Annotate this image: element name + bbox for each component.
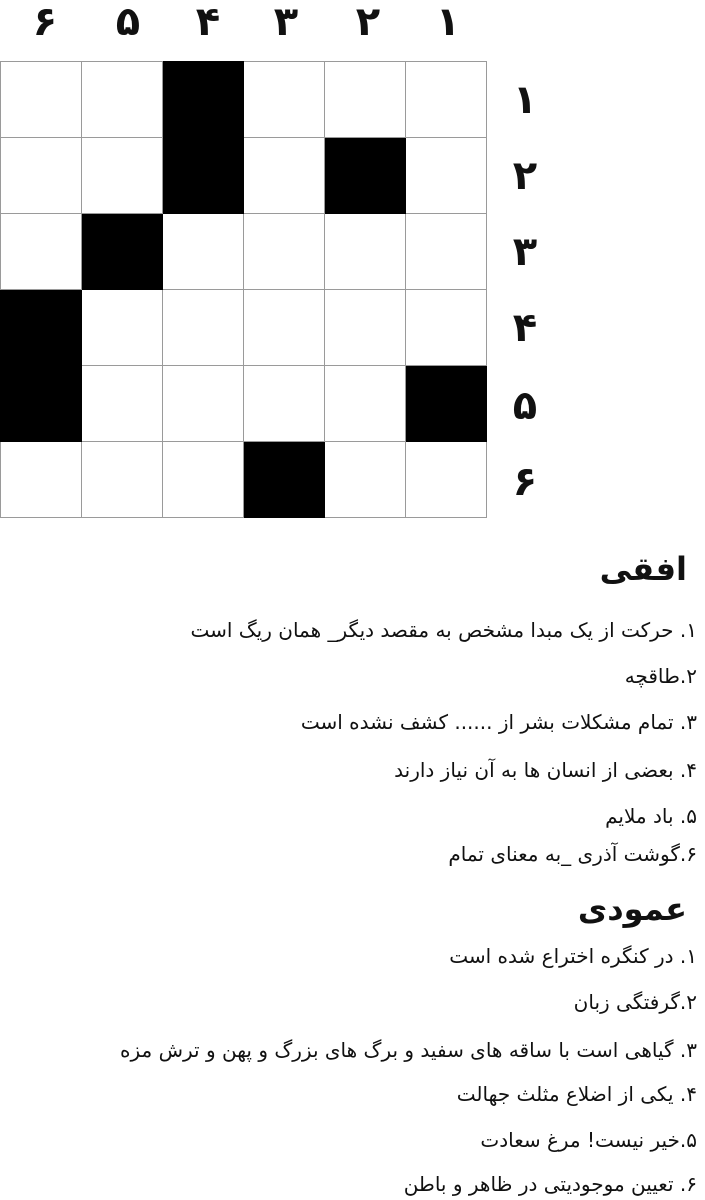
grid-cell-empty[interactable] [1,138,82,214]
grid-cell-empty[interactable] [406,214,487,290]
grid-row [1,138,487,214]
across-heading: افقی [599,550,687,588]
grid-cell-empty[interactable] [244,366,325,442]
across-clue-3: ۳. تمام مشکلات بشر از ...... کشف نشده است [300,710,697,734]
grid-cell-empty[interactable] [325,214,406,290]
row-number-1: ۱ [512,77,538,123]
grid-cell-empty[interactable] [244,62,325,138]
grid-cell-black [82,214,163,290]
down-clue-1: ۱. در کنگره اختراع شده است [449,944,697,968]
grid-cell-empty[interactable] [82,62,163,138]
grid-cell-empty[interactable] [82,290,163,366]
column-number-4: ۴ [195,0,221,45]
down-clue-5: ۵.خیر نیست! مرغ سعادت [480,1128,697,1152]
grid-cell-empty[interactable] [163,214,244,290]
down-clue-2: ۲.گرفتگی زبان [573,990,697,1014]
across-clue-6: ۶.گوشت آذری _به معنای تمام [448,842,697,866]
column-number-5: ۵ [115,0,141,45]
grid-cell-empty[interactable] [325,366,406,442]
down-heading: عمودی [577,890,687,928]
down-clue-4: ۴. یکی از اضلاع مثلث جهالت [456,1082,697,1106]
grid-cell-empty[interactable] [163,290,244,366]
grid-cell-black [163,62,244,138]
row-number-6: ۶ [512,459,538,505]
column-number-1: ۱ [435,0,461,45]
grid-cell-empty[interactable] [82,366,163,442]
row-number-5: ۵ [512,383,538,429]
row-number-3: ۳ [512,229,538,275]
row-number-2: ۲ [512,153,538,199]
across-clue-4: ۴. بعضی از انسان ها به آن نیاز دارند [394,758,697,782]
across-clue-2: ۲.طاقچه [624,664,697,688]
column-number-2: ۲ [355,0,381,45]
grid-cell-empty[interactable] [406,442,487,518]
column-number-3: ۳ [273,0,299,45]
grid-cell-empty[interactable] [244,138,325,214]
grid-cell-black [325,138,406,214]
grid-cell-empty[interactable] [82,138,163,214]
grid-cell-black [1,366,82,442]
grid-row [1,442,487,518]
grid-cell-empty[interactable] [1,214,82,290]
grid-cell-empty[interactable] [244,214,325,290]
grid-cell-empty[interactable] [325,62,406,138]
row-number-4: ۴ [512,305,538,351]
across-clue-5: ۵. باد ملایم [605,804,697,828]
grid-cell-empty[interactable] [244,290,325,366]
grid-row [1,366,487,442]
grid-cell-empty[interactable] [163,442,244,518]
across-clue-1: ۱. حرکت از یک مبدا مشخص به مقصد دیگر_ همان ریگ است [190,618,697,642]
grid-cell-empty[interactable] [406,62,487,138]
down-clue-3: ۳. گیاهی است با ساقه های سفید و برگ های بزرگ و پهن و ترش مزه [120,1038,697,1062]
grid-cell-black [163,138,244,214]
grid-row [1,290,487,366]
grid-cell-empty[interactable] [1,62,82,138]
grid-cell-empty[interactable] [325,442,406,518]
grid-row [1,214,487,290]
grid-cell-black [244,442,325,518]
grid-cell-empty[interactable] [325,290,406,366]
down-clue-6: ۶. تعیین موجودیتی در ظاهر و باطن [403,1172,697,1196]
grid-cell-empty[interactable] [82,442,163,518]
grid-cell-empty[interactable] [406,138,487,214]
crossword-grid [0,61,487,518]
grid-cell-black [1,290,82,366]
column-number-6: ۶ [32,0,58,45]
grid-cell-empty[interactable] [406,290,487,366]
grid-row [1,62,487,138]
grid-cell-empty[interactable] [1,442,82,518]
grid-cell-black [406,366,487,442]
grid-cell-empty[interactable] [163,366,244,442]
